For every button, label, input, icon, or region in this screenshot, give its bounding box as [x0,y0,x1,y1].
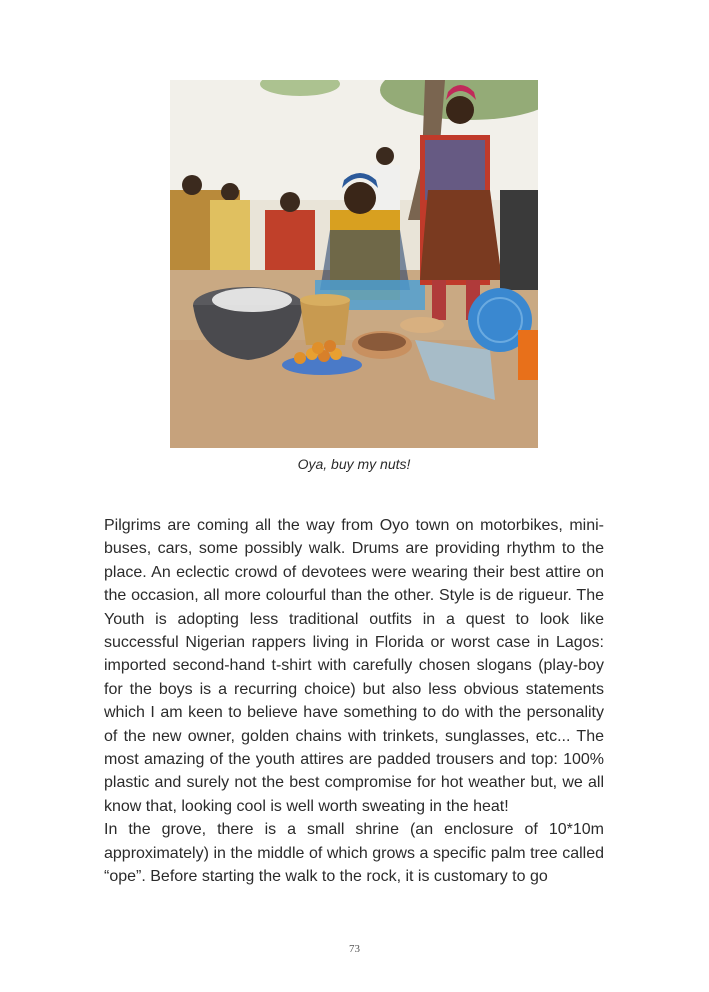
fruit [312,342,324,354]
motorbike [500,190,538,290]
standing-woman-head [446,96,474,124]
wrapper-skirt [420,190,502,280]
market-photo [170,80,538,448]
seated-woman-head [344,182,376,214]
person-garment [210,200,250,270]
orange-container [518,330,538,380]
person-garment [265,210,315,270]
market-photo-illustration [170,80,538,448]
person-head [182,175,202,195]
fruit [294,352,306,364]
nuts [358,333,406,351]
basket-rim [300,294,350,306]
fruit [324,340,336,352]
plastic-bag [212,288,292,312]
nut-bowl [400,317,444,333]
page-number: 73 [349,943,360,955]
person-head [280,192,300,212]
person-head [376,147,394,165]
person-head [221,183,239,201]
figure-caption: Oya, buy my nuts! [297,456,411,472]
leg [432,280,446,320]
paragraph: In the grove, there is a small shrine (an enclosure of 10*10m approximately) in the middle of which grows a specific palm tree called “ope”. Before starting the walk to the rock, it is customary to go [104,821,604,886]
paragraph: Pilgrims are coming all the way from Oyo town on motorbikes, mini-buses, cars, some possibly walk. Drums are providing rhythm to the place. An eclectic crowd of devotees were wearing their best attire on the occasion, all more colourful than the other. Style is de rigueur. The Youth is adopting less traditional outfits in a quest to look like successful Nigerian rappers living in Florida or worst case in Lagos: imported second-hand t-shirt with carefully chosen slogans (play-boy for the boys is a recurring choice) but also less obvious statements which I am keen to believe have something to do with the personality of the new owner, golden chains with trinkets, sunglasses, etc... The most amazing of the youth attires are padded trousers and top: 100% plastic and surely not the best compromise for hot weather but, we all know that, looking cool is well worth sweating in the heat! [104,517,604,815]
woven-basket [300,300,350,345]
body-text [104,514,604,889]
